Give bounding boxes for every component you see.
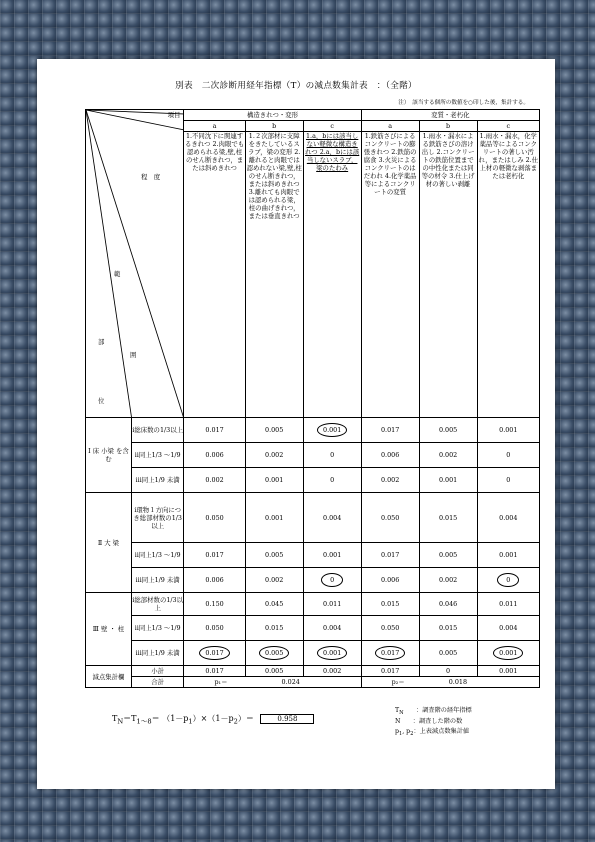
value-cell: 0.001 (245, 468, 303, 493)
subtotal-cell: 0.017 (184, 666, 245, 677)
sub-label: ⅰ総床数の1/3以上 (131, 418, 184, 443)
value-cell: 0.002 (184, 468, 245, 493)
legend-line: $T_N$ ：調査階の経年指標 (395, 707, 472, 717)
deduction-table (85, 109, 540, 688)
desc-structural-a: 1.不同沈下に関連するきれつ 2.肉眼でも認められる梁,壁,柱のせん断きれつ，または斜めきれつ (184, 132, 245, 418)
col-head-c: c (477, 121, 539, 132)
group-deterioration: 変質・老朽化 (361, 110, 539, 121)
value-cell: 0.017 (184, 543, 245, 568)
p1-label: p₁＝ (214, 678, 228, 686)
group-structural: 構造きれつ・変形 (184, 110, 361, 121)
value-cell: 0.015 (419, 616, 477, 641)
sub-label: ⅰ総部材数の1/3以上 (131, 593, 184, 616)
circled-value: 0 (321, 573, 343, 587)
p1-value: 0.024 (281, 678, 300, 686)
value-cell: 0.001 (477, 418, 539, 443)
value-cell: 0.005 (245, 543, 303, 568)
circled-value: 0.001 (317, 423, 347, 437)
value-cell: 0.005 (245, 418, 303, 443)
value-cell-circled (361, 641, 419, 666)
value-cell: 0.045 (245, 593, 303, 616)
value-cell: 0.002 (419, 443, 477, 468)
instruction-note: 注） 該当する個所の数値を○印した後，集計する。 (398, 100, 529, 106)
subtotal-label: 小計 (131, 666, 184, 677)
formula-text: $T_N=T_{1\sim 8}= (1-p_1)\times(1-p_2)=$ (112, 714, 254, 726)
value-cell: 0.050 (361, 493, 419, 543)
item-label: 項目 (167, 111, 181, 119)
col-head-a: a (184, 121, 245, 132)
circled-value: 0 (497, 573, 519, 587)
subtotal-cell: 0.017 (361, 666, 419, 677)
document-page (37, 59, 555, 789)
range-label-1: 範 (114, 270, 121, 278)
category-floor: I 床 小梁 を含む (86, 418, 132, 493)
value-cell: 0.005 (419, 418, 477, 443)
desc-structural-c: 1.a，bには該当しない軽微な構造きれつ 2.a，bには該当しないスラブ，梁のたわみ (303, 132, 361, 418)
range-label-2: 囲 (130, 351, 137, 359)
value-cell: 0.017 (361, 543, 419, 568)
value-cell: 0.015 (361, 593, 419, 616)
value-cell-circled (477, 641, 539, 666)
legend-line: $p_1$, $p_2$：上表減点数集計値 (395, 727, 470, 738)
value-cell: 0.050 (184, 616, 245, 641)
value-cell: 0.004 (477, 493, 539, 543)
value-cell: 0.011 (303, 593, 361, 616)
value-cell-circled (303, 641, 361, 666)
category-beam: Ⅱ 大 梁 (86, 493, 132, 593)
circled-value: 0.005 (259, 646, 289, 660)
p2-label: p₂＝ (391, 678, 405, 686)
value-cell: 0.004 (303, 616, 361, 641)
value-cell: 0.004 (477, 616, 539, 641)
desc-structural-b: 1.２次部材に支障をきたしているスラブ，梁の変形 2.離れると肉眼では認めれない梁,壁,柱のせん断きれつ，または斜めきれつ 3.離れても肉眼では認められる梁，柱の曲げきれつ，または垂直きれつ (245, 132, 303, 418)
header-corner (86, 110, 184, 418)
circled-value: 0.001 (317, 646, 347, 660)
value-cell: 0.001 (477, 543, 539, 568)
value-cell: 0.006 (184, 568, 245, 593)
subtotal-cell: 0 (419, 666, 477, 677)
sub-label: ⅰ環物１方向につき総部材数の1/3以上 (131, 493, 184, 543)
value-cell: 0.005 (419, 543, 477, 568)
value-cell-circled (245, 641, 303, 666)
aging-formula (112, 713, 314, 726)
value-cell-circled (303, 418, 361, 443)
value-cell: 0.001 (245, 493, 303, 543)
sub-label: ⅱ同上1/3 ～1/9 (131, 443, 184, 468)
value-cell-circled (477, 568, 539, 593)
circled-value: 0.001 (493, 646, 523, 660)
subtotal-cell: 0.001 (477, 666, 539, 677)
value-cell: 0.001 (419, 468, 477, 493)
value-cell: 0.006 (361, 443, 419, 468)
p2-total (361, 677, 539, 688)
value-cell: 0.001 (303, 543, 361, 568)
value-cell: 0.002 (245, 568, 303, 593)
degree-label: 程 度 (141, 173, 161, 181)
value-cell: 0.015 (245, 616, 303, 641)
value-cell-circled (184, 641, 245, 666)
circled-value: 0.017 (375, 646, 405, 660)
col-head-a: a (361, 121, 419, 132)
value-cell: 0.011 (477, 593, 539, 616)
value-cell: 0.004 (303, 493, 361, 543)
sub-label: ⅲ同上1/9 未満 (131, 568, 184, 593)
value-cell: 0.017 (184, 418, 245, 443)
circled-value: 0.017 (199, 646, 229, 660)
diagonal-lines (86, 110, 183, 417)
subtotal-cell: 0.005 (245, 666, 303, 677)
sub-label: ⅱ同上1/3 ～1/9 (131, 543, 184, 568)
totals-section-label: 減点集計欄 (86, 666, 132, 688)
value-cell: 0 (477, 443, 539, 468)
total-label: 合計 (131, 677, 184, 688)
col-head-c: c (303, 121, 361, 132)
desc-deterioration-a: 1.鉄筋さびによるコンクリートの膨張きれつ 2.鉄筋の腐食 3.火災によるコンクリートのはだわれ 4.化学薬品等によるコンクリートの変質 (361, 132, 419, 418)
value-cell: 0.046 (419, 593, 477, 616)
legend-line: N ：調査した階の数 (395, 718, 463, 726)
sub-label: ⅲ同上1/9 未満 (131, 468, 184, 493)
desc-deterioration-c: 1.雨水・漏水，化学薬品等によるコンクリートの著しい汚れ，またはしみ 2.仕上材の軽微な剥落または老朽化 (477, 132, 539, 418)
sub-label: ⅲ同上1/9 未満 (131, 641, 184, 666)
value-cell-circled (303, 568, 361, 593)
col-head-b: b (419, 121, 477, 132)
value-cell: 0 (477, 468, 539, 493)
value-cell: 0.002 (245, 443, 303, 468)
value-cell: 0.015 (419, 493, 477, 543)
col-head-b: b (245, 121, 303, 132)
desc-deterioration-b: 1.雨水・漏水による鉄筋さびの溶け出し 2.コンクリートの鉄筋位置までの中性化または同等の材令 3.仕上げ材の著しい剥離 (419, 132, 477, 418)
value-cell: 0.006 (184, 443, 245, 468)
formula-result: 0.958 (260, 714, 314, 724)
document-title: 別表 二次診断用経年指標（T）の減点数集計表 ：（全階） (175, 81, 417, 91)
category-wall-column: Ⅲ 壁 ・ 柱 (86, 593, 132, 666)
value-cell: 0.006 (361, 568, 419, 593)
sub-label: ⅱ同上1/3 ～1/9 (131, 616, 184, 641)
p1-total (184, 677, 361, 688)
value-cell: 0.150 (184, 593, 245, 616)
value-cell: 0.017 (361, 418, 419, 443)
value-cell: 0.002 (361, 468, 419, 493)
value-cell: 0.050 (184, 493, 245, 543)
value-cell: 0.002 (419, 568, 477, 593)
part-label-1: 部 (98, 338, 105, 346)
part-label-2: 位 (98, 397, 105, 405)
value-cell: 0.005 (419, 641, 477, 666)
value-cell: 0 (303, 468, 361, 493)
p2-value: 0.018 (448, 678, 468, 686)
value-cell: 0.050 (361, 616, 419, 641)
subtotal-cell: 0.002 (303, 666, 361, 677)
legend (395, 706, 472, 738)
value-cell: 0 (303, 443, 361, 468)
